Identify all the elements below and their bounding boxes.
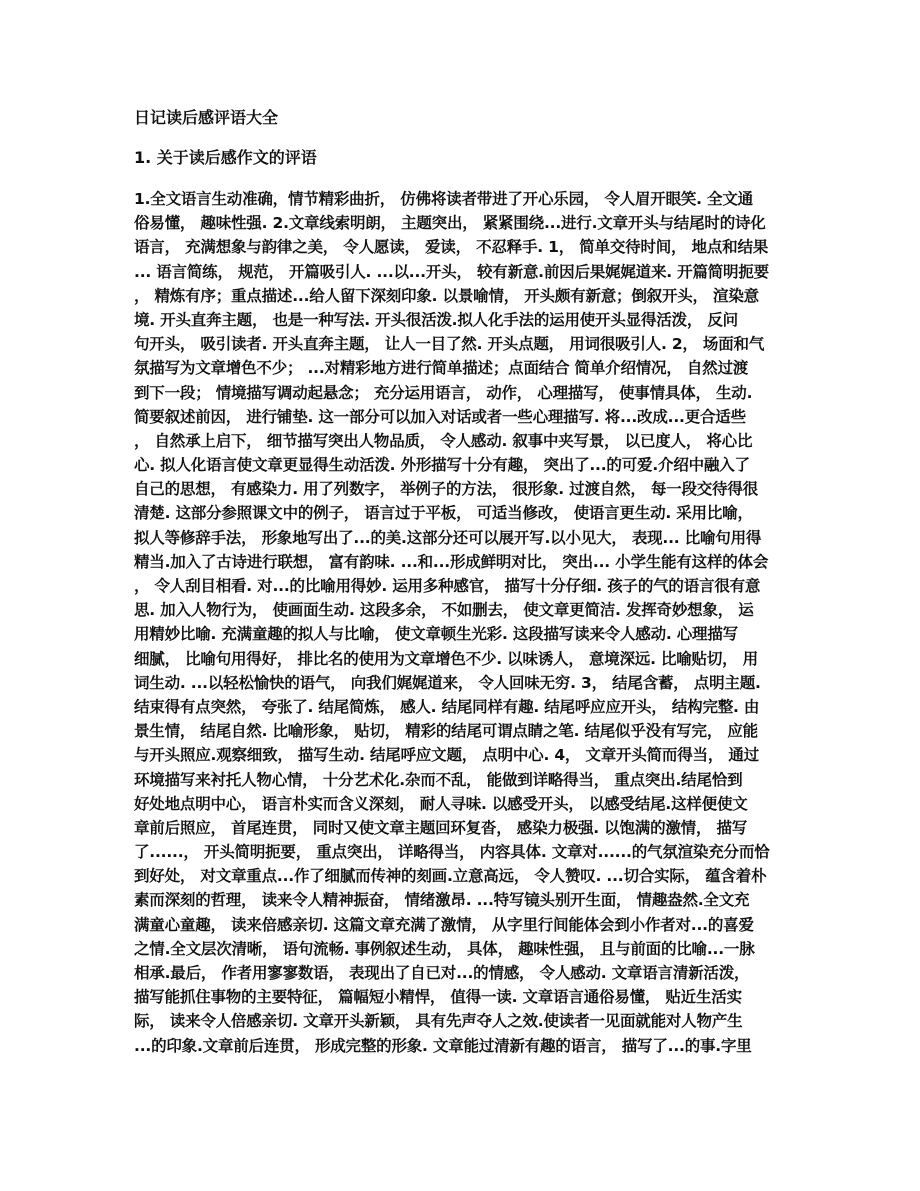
text-line: 俗易懂， 趣味性强. 2.文章线索明朗， 主题突出， 紧紧围绕...进行.文章开头与结尾时的诗化 — [134, 214, 766, 233]
text-line: 句开头， 吸引读者. 开头直奔主题， 让人一目了然. 开头点题， 用词很吸引人. 2， 场面和气 — [134, 335, 765, 354]
text-line: 了......， 开头简明扼要， 重点突出， 详略得当， 内容具体. 文章对......的气氛渲染充分而恰 — [134, 843, 770, 862]
text-line: 描写能抓住事物的主要特征， 篇幅短小精悍， 值得一读. 文章语言通俗易懂， 贴近生活实 — [134, 988, 742, 1007]
text-line: 细腻， 比喻句用得好， 排比名的使用为文章增色不少. 以味诱人， 意境深远. 比喻贴切， 用 — [134, 649, 758, 668]
section-heading: 1. 关于读后感作文的评语 — [134, 148, 317, 167]
text-line: ...的印象.文章前后连贯， 形成完整的形象. 文章能过清新有趣的语言， 描写了...的事.字里 — [134, 1036, 752, 1055]
text-line: 到好处， 对文章重点...作了细腻而传神的刻画.立意高远， 令人赞叹. ...切合实际， 蕴含着朴 — [134, 867, 767, 886]
text-line: ， 自然承上启下， 细节描写突出人物品质， 令人感动. 叙事中夹写景， 以已度人， 将心比 — [134, 431, 753, 450]
text-line: ... 语言简练， 规范， 开篇吸引人. ...以...开头， 较有新意.前因后果娓娓道来. 开篇简明扼要 — [134, 262, 769, 281]
text-line: 相承.最后， 作者用寥寥数语， 表现出了自已对...的情感， 令人感动. 文章语言清新活泼， — [134, 964, 750, 982]
text-line: 思. 加入人物行为， 使画面生动. 这段多余， 不如删去， 使文章更简洁. 发挥奇妙想象， 运 — [134, 601, 754, 620]
text-line: 环境描写来衬托人物心情， 十分艺术化.杂而不乱， 能做到详略得当， 重点突出.结尾恰到 — [134, 770, 743, 789]
text-line: 词生动. ...以轻松愉快的语气， 向我们娓娓道来， 令人回味无穷. 3， 结尾含蓄， 点明主题. — [134, 673, 761, 692]
text-line: ， 精炼有序；重点描述...给人留下深刻印象. 以景喻情， 开头颇有新意；倒叙开头， 渲染意 — [134, 286, 759, 305]
text-line: 到下一段； 情境描写调动起悬念； 充分运用语言， 动作， 心理描写， 使事情具体， 生动. — [134, 383, 753, 402]
text-line: 1.全文语言生动准确，情节精彩曲折， 仿佛将读者带进了开心乐园， 令人眉开眼笑. 全文通 — [134, 190, 753, 208]
text-line: 素而深刻的哲理， 读来令人精神振奋， 情绪激昂. ...特写镜头别开生面， 情趣盎然.全文充 — [134, 891, 750, 910]
text-line: 清楚. 这部分参照课文中的例子， 语言过于平板， 可适当修改， 使语言更生动. 采用比喻， — [134, 504, 753, 523]
document-title: 日记读后感评语大全 — [134, 108, 279, 127]
text-line: 心. 拟人化语言使文章更显得生动活泼. 外形描写十分有趣， 突出了...的可爱.介绍中融入了 — [134, 456, 750, 475]
text-line: 之情.全文层次清晰， 语句流畅. 事例叙述生动， 具体， 趣味性强， 且与前面的比喻...一脉 — [134, 939, 755, 958]
text-line: 章前后照应， 首尾连贯， 同时又使文章主题回环复沓， 感染力极强. 以饱满的激情， 描写 — [134, 818, 748, 837]
text-line: 用精妙比喻. 充满童趣的拟人与比喻， 使文章顿生光彩. 这段描写读来令人感动. 心理描写 — [134, 625, 738, 644]
text-line: 语言， 充满想象与韵律之美， 令人愿读， 爱读， 不忍释手. 1， 简单交待时间， 地点和结果 — [134, 238, 769, 257]
text-line: 自己的思想， 有感染力. 用了列数字， 举例子的方法， 很形象. 过渡自然， 每一段交待得很 — [134, 480, 758, 499]
text-line: 结束得有点突然， 夸张了. 结尾简炼， 感人. 结尾同样有趣. 结尾呼应应开头， 结构完整. 由 — [134, 697, 760, 716]
text-line: 境. 开头直奔主题， 也是一种写法. 开头很活泼.拟人化手法的运用使开头显得活泼， 反问 — [134, 310, 738, 329]
text-line: 际， 读来令人倍感亲切. 文章开头新颖， 具有先声夺人之效.使读者一见面就能对人物产生 — [134, 1012, 743, 1031]
text-line: 满童心童趣， 读来倍感亲切. 这篇文章充满了激情， 从字里行间能体会到小作者对...的喜爱 — [134, 915, 754, 934]
text-line: 简要叙述前因， 进行铺垫. 这一部分可以加入对话或者一些心理描写. 将...改成...更合适些 — [134, 407, 746, 426]
text-line: 好处地点明中心， 语言朴实而含义深刻， 耐人寻味. 以感受开头， 以感受结尾.这样便使文 — [134, 794, 748, 813]
text-line: 拟人等修辞手法， 形象地写出了...的美.这部分还可以展开写.以小见大， 表现... 比喻句用得 — [134, 528, 762, 547]
text-line: 景生情， 结尾自然. 比喻形象， 贴切， 精彩的结尾可谓点睛之笔. 结尾似乎没有写完， 应能 — [134, 722, 758, 741]
text-line: 与开头照应.观察细致， 描写生动. 结尾呼应文题， 点明中心. 4， 文章开头简而得当， 通过 — [134, 746, 759, 765]
text-line: 氛描写为文章增色不少； ...对精彩地方进行简单描述；点面结合 简单介绍情况， 自然过渡 — [134, 359, 749, 378]
text-line: 精当.加入了古诗进行联想， 富有韵味. ...和...形成鲜明对比， 突出... 小学生能有这样的体会 — [134, 552, 769, 571]
body-text — [134, 187, 786, 1058]
text-line: ， 令人刮目相看. 对...的比喻用得妙. 运用多种感官， 描写十分仔细. 孩子的气的语言很有意 — [134, 577, 761, 595]
